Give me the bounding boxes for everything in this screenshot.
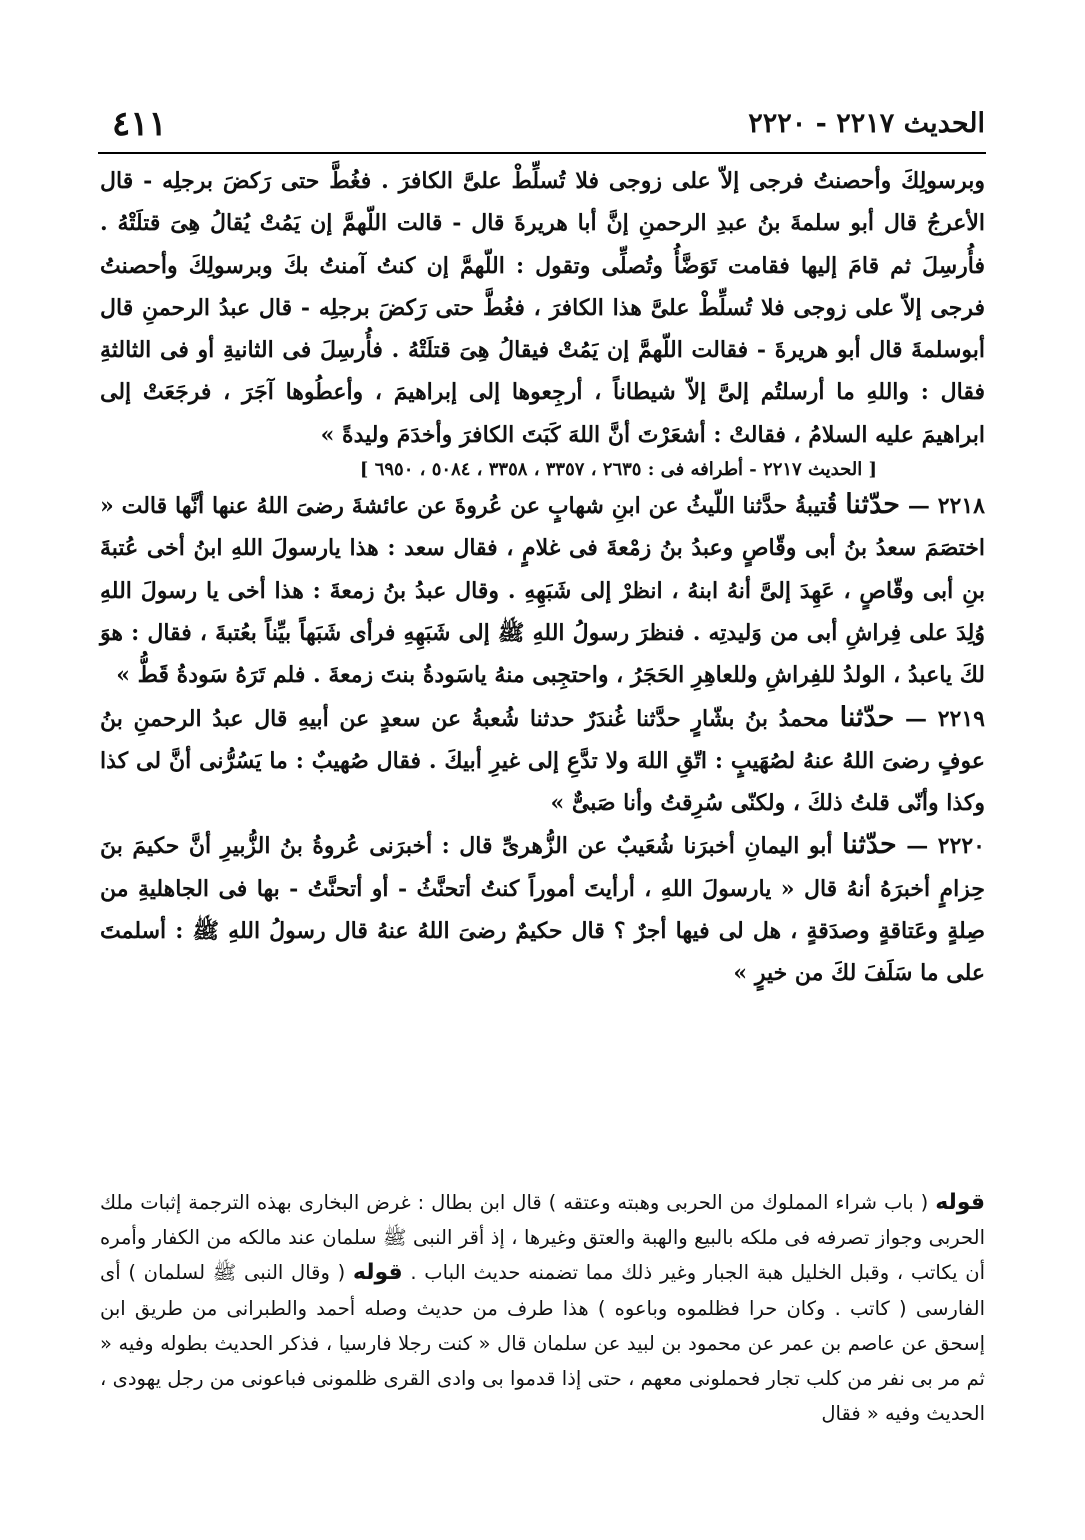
hadith-2217-tail: وبرسولِكَ وأحصنتُ فرجى إلاّ على زوجى فلا تُسلِّطْ علىَّ الكافرَ . فغُطَّ حتى رَكضَ برجلِه - قال الأعرجُ قال أبو سلمةَ بنُ عبدِ الرحمنِ إنَّ أبا هريرةَ قال - قالت اللّهمَّ إن يَمُتْ يُقالُ هِىَ قتلَتْهُ . فأُرسِلَ ثم قامَ إليها فقامت تَوَضَّأُ وتُصلِّى وتقول : اللّهمَّ إن كنتُ آمنتُ بكَ وبرسولِكَ وأحصنتُ فرجى إلاّ على زوجى فلا تُسلِّطْ علىَّ هذا الكافرَ ، فغُطَّ حتى رَكضَ برجلِه - قال عبدُ الرحمنِ قال أبوسلمةَ قال أبو هريرةَ - فقالت اللّهمَّ إن يَمُتْ فيقالُ هِىَ قتلَتْهُ . فأُرسِلَ فى الثانيةِ أو فى الثالثةِ فقال : واللهِ ما أرسلتُم إلىَّ إلاّ شيطاناً ، أرجِعوها إلى إبراهيمَ ، وأعطُوها آجَرَ ، فرجَعَتْ إلى ابراهيمَ عليه السلامُ ، فقالتْ : أشعَرْتَ أنَّ اللهَ كَبَتَ الكافرَ وأخدَمَ وليدةً » — [100, 168, 985, 448]
hadith-number: ٢٢١٩ — — [905, 705, 985, 732]
commentary-text: ( وقال النبى ﷺ لسلمان ) أى الفارسى ( كاتب . وكان حرا فظلموه وباعوه ) هذا طرف من حديث وصله أحمد والطبرانى من طريق ابن إسحق عن عاصم بن عمر عن محمود بن لبيد عن سلمان قال « كنت رجلا فارسيا ، فذكر الحديث بطوله وفيه « ثم مر بى نفر من كلب تجار فحملونى معهم ، حتى إذا قدموا بى وادى القرى ظلمونى فباعونى من رجل يهودى ، الحديث وفيه « فقال — [100, 1261, 985, 1426]
hadith-text-block — [100, 160, 985, 995]
hadith-2220 — [100, 824, 985, 994]
hadith-keyword: حدّثنا — [839, 701, 895, 733]
commentary-text: ( باب شراء المملوك من الحربى وهبته وعتقه ) قال ابن بطال : غرض البخارى بهذه الترجمة إثبات ملك الحربى وجواز تصرفه فى ملكه بالبيع والهبة والعتق وغيرها ، إذ أقر النبى ﷺ سلمان عند مالكه من الكفار وأمره أن يكاتب ، وقبل الخليل هبة الجبار وغير ذلك مما تضمنه حديث الباب . — [100, 1191, 985, 1285]
running-title: الحديث ٢٢١٧ - ٢٢٢٠ — [748, 108, 985, 139]
commentary-paragraph — [100, 1185, 985, 1431]
page-header — [100, 104, 985, 152]
commentary-keyword: قوله — [935, 1190, 985, 1215]
hadith-2217-references: [ الحديث ٢٢١٧ - أطرافه فى : ٢٦٣٥ ، ٣٣٥٧ ، ٣٣٥٨ ، ٥٠٨٤ ، ٦٩٥٠ ] — [359, 459, 877, 481]
hadith-number: ٢٢٢٠ — — [906, 833, 985, 860]
hadith-number: ٢٢١٨ — — [907, 493, 985, 520]
hadith-body: محمدُ بنُ بشّارٍ حدَّثنا غُندَرٌ حدثنا شُعبةُ عن سعدٍ عن أبيهِ قال عبدُ الرحمنِ بنُ عوفٍ رضىَ اللهُ عنهُ لصُهَيبٍ : اتّقِ اللهَ ولا تدَّعِ إلى غيرِ أبيكَ . فقال صُهيبٌ : ما يَسُرُّنى أنَّ لى كذا وكذا وأنّى قلتُ ذلكَ ، ولكنّى سُرِقتُ وأنا صَبىٌّ » — [100, 705, 985, 817]
page-number: ٤١١ — [112, 104, 167, 144]
hadith-body: أبو اليمانِ أخبرَنا شُعَيبٌ عن الزُّهرىِّ قال : أخبرَنى عُروةُ بنُ الزُّبيرِ أنَّ حكيمَ بنَ حِزامٍ أخبرَهُ أنهُ قال « يارسولَ اللهِ ، أرأيتَ أموراً كنتُ أتحنَّثُ - أو أتحنَّتُ - بها فى الجاهليةِ من صِلةٍ وعَتاقةٍ وصدَقةٍ ، هل لى فيها أجرٌ ؟ قال حكيمٌ رضىَ اللهُ عنهُ قال رسولُ اللهِ ﷺ : أسلمتَ على ما سَلَفَ لكَ من خيرٍ » — [100, 833, 985, 987]
hadith-2219 — [100, 697, 985, 825]
header-rule — [98, 152, 986, 154]
hadith-keyword: حدّثنا — [845, 489, 900, 521]
commentary-block — [100, 1185, 985, 1431]
hadith-keyword: حدّثنا — [841, 829, 897, 861]
hadith-2218 — [100, 484, 985, 696]
hadith-body: قُتيبةُ حدَّثنا اللّيثُ عن ابنِ شهابٍ عن عُروةَ عن عائشةَ رضىَ اللهُ عنها أنَّها قالت « اختصَمَ سعدُ بنُ أبى وقّاصٍ وعبدُ بنُ زمْعةَ فى غلامٍ ، فقال سعد : هذا يارسولَ اللهِ ابنُ أخى عُتبةَ بنِ أبى وقّاصٍ ، عَهِدَ إلىَّ أنهُ ابنهُ ، انظرْ إلى شَبَهِهِ . وقال عبدُ بنُ زمعةَ : هذا أخى يا رسولَ اللهِ وُلِدَ على فِراشِ أبى من وَليدتِه . فنظرَ رسولُ اللهِ ﷺ إلى شَبَهِهِ فرأى شَبَهاً بيِّناً بعُتبةَ ، فقال : هوَ لكَ ياعبدُ ، الولدُ للفِراشِ وللعاهِرِ الحَجَرُ ، واحتجِبى منهُ ياسَودةُ بنتَ زمعةَ . فلم تَرَهُ سَودةُ قَطُّ » — [100, 493, 985, 689]
commentary-keyword: قوله — [352, 1260, 403, 1286]
